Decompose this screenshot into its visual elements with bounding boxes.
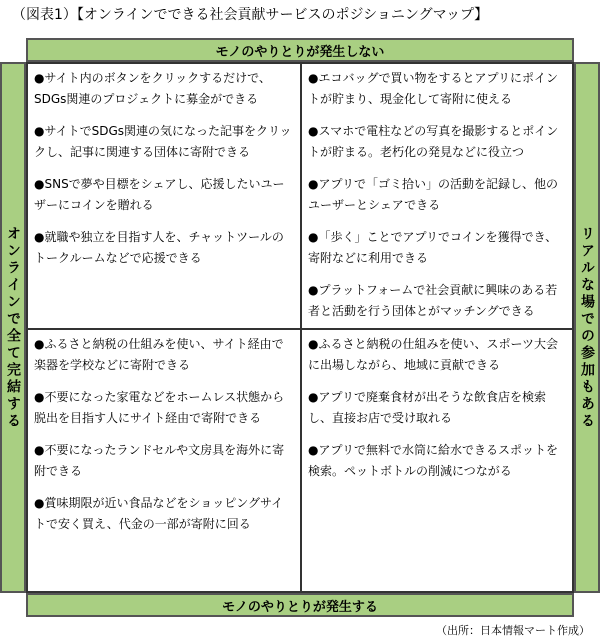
list-item: ●不要になったランドセルや文房具を海外に寄附できる: [34, 443, 285, 478]
axis-right-label: リアルな場での参加もある: [579, 225, 595, 430]
list-item: ●不要になった家電などをホームレス状態から脱出を目指す人にサイト経由で寄附できる: [34, 390, 285, 425]
axis-left-panel: [0, 62, 26, 593]
list-item: ●就職や独立を目指す人を、チャットツールのトークルームなどで応援できる: [34, 230, 284, 265]
positioning-grid: [26, 62, 574, 593]
axis-bottom-label: モノのやりとりが発生する: [26, 593, 574, 617]
list-item: ●ふるさと納税の仕組みを使い、スポーツ大会に出場しながら、地域に貢献できる: [308, 337, 558, 372]
list-item: ●ふるさと納税の仕組みを使い、サイト経由で楽器を学校などに寄附できる: [34, 337, 284, 372]
list-item: ●スマホで電柱などの写真を撮影するとポイントが貯まる。老朽化の発見などに役立つ: [308, 124, 559, 159]
quadrant-top-left: [28, 64, 300, 328]
quadrant-bottom-right: [302, 330, 574, 593]
list-item: ●アプリで無料で水筒に給水できるスポットを検索。ペットボトルの削減につながる: [308, 443, 558, 478]
figure-title: （図表1）【オンラインでできる社会貢献サービスのポジショニングマップ】: [12, 7, 489, 23]
quadrant-top-right: [302, 64, 574, 328]
list-item: ●エコバッグで買い物をするとアプリにポイントが貯まり、現金化して寄附に使える: [308, 71, 558, 106]
list-item: ●サイト内のボタンをクリックするだけで、SDGs関連のプロジェクトに募金ができる: [34, 71, 271, 106]
list-item: ●「歩く」ことでアプリでコインを獲得でき、寄附などに利用できる: [308, 230, 558, 265]
source-note: （出所：日本情報マート作成）: [436, 624, 590, 637]
list-item: ●アプリで廃棄食材が出そうな飲食店を検索し、直接お店で受け取れる: [308, 390, 546, 425]
list-item: ●サイトでSDGs関連の気になった記事をクリックし、記事に関連する団体に寄附できる: [34, 124, 292, 159]
axis-left-label: オンラインで全て完結する: [5, 225, 21, 430]
quadrant-bottom-left: [28, 330, 300, 593]
axis-top-label: モノのやりとりが発生しない: [26, 38, 574, 62]
axis-right-panel: [574, 62, 600, 593]
list-item: ●プラットフォームで社会貢献に興味のある若者と活動を行う団体とがマッチングできる: [308, 283, 558, 318]
list-item: ●アプリで「ゴミ拾い」の活動を記録し、他のユーザーとシェアできる: [308, 177, 558, 212]
list-item: ●SNSで夢や目標をシェアし、応援したいユーザーにコインを贈れる: [34, 177, 285, 212]
list-item: ●賞味期限が近い食品などをショッピングサイトで安く買え、代金の一部が寄附に回る: [34, 496, 284, 531]
